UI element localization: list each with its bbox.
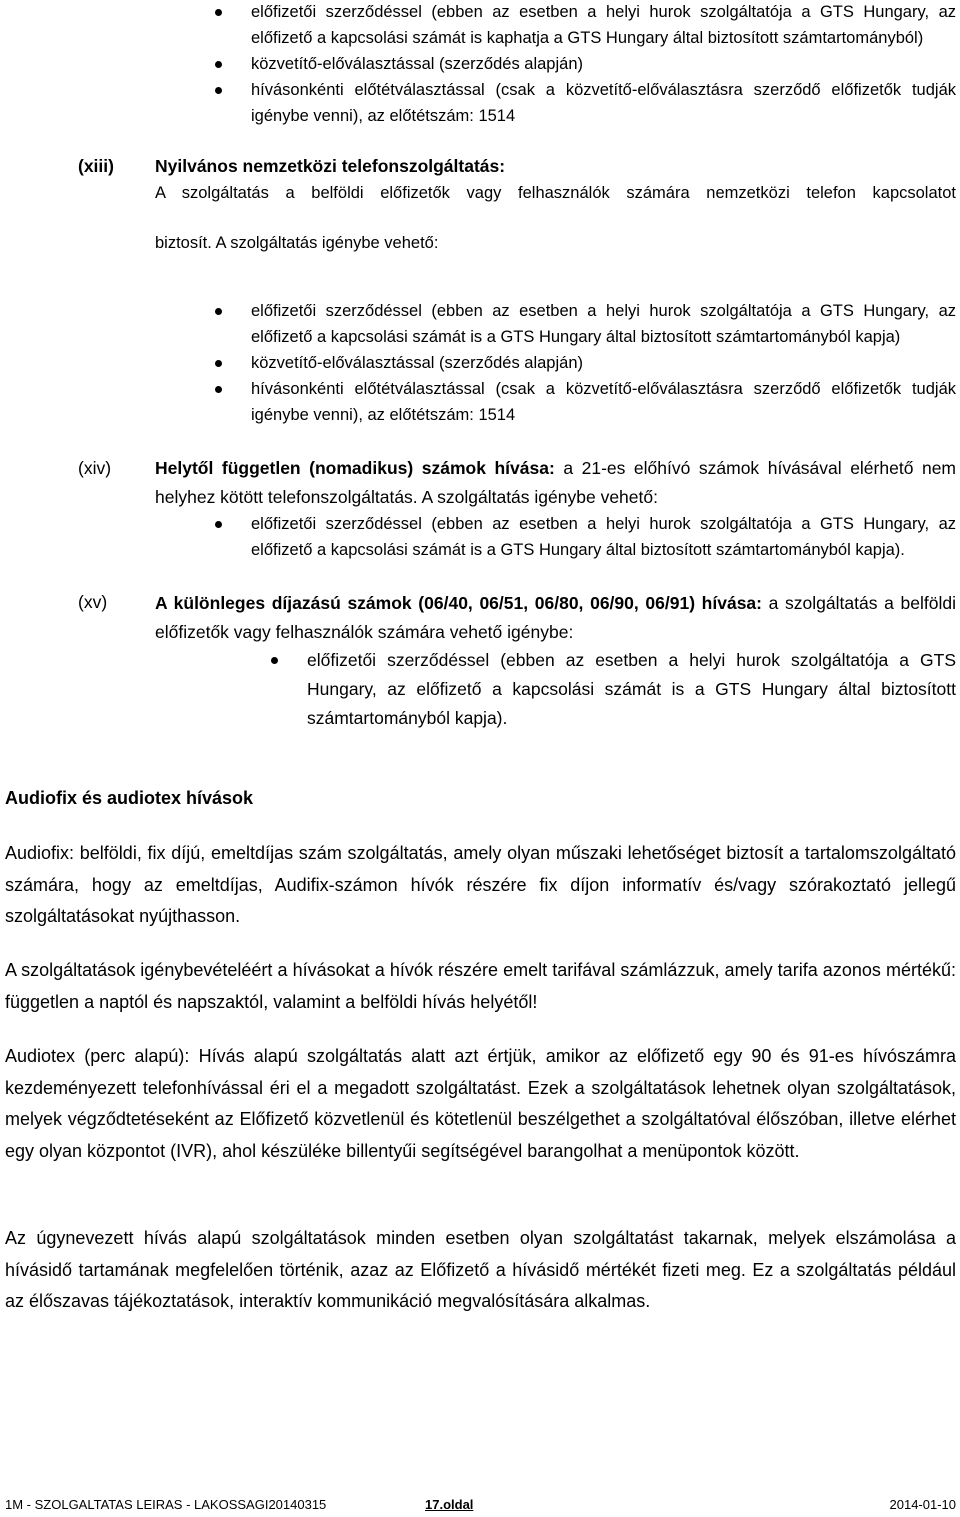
section-text-xiii-line2: biztosít. A szolgáltatás igénybe vehető:	[155, 234, 439, 252]
footer-page-number: 17.oldal	[425, 1497, 474, 1512]
paragraph-call-based: Az úgynevezett hívás alapú szolgáltatások minden esetben olyan szolgáltatást takarnak, melyek elszámolása a hívásidő tartamának megfelelően történik, azaz az Előfizető a hívásidő mértékét fizeti meg. Ez a szolgáltatás például az élőszavas tájékoztatások, interaktív kommunikáció megvalósítására alkalmas.	[5, 1228, 956, 1311]
section-label-xiii: (xiii)	[78, 156, 114, 176]
section-title-xiii: Nyilvános nemzetközi telefonszolgáltatás:	[155, 156, 506, 176]
footer-document-id: 1M - SZOLGALTATAS LEIRAS - LAKOSSAGI20140315	[5, 1497, 327, 1512]
footer-date: 2014-01-10	[889, 1497, 956, 1512]
section-text-xv: A különleges díjazású számok (06/40, 06/51, 06/80, 06/90, 06/91) hívása: a szolgáltatás a belföldi előfizetők vagy felhasználók számára vehető igénybe:	[155, 593, 956, 642]
list-item: hívásonkénti előtétválasztással (csak a közvetítő-előválasztásra szerződő előfizetők tudják igénybe venni), az előtétszám: 1514	[251, 376, 956, 428]
top-bullet-list	[251, 0, 956, 129]
section-text-xiv: Helytől független (nomadikus) számok hívása: a 21-es előhívó számok hívásával elérhető nem helyhez kötött telefonszolgáltatás. A szolgáltatás igénybe vehető:	[155, 458, 957, 507]
paragraph-tariff: A szolgáltatások igénybevételéért a hívásokat a hívók részére emelt tarifával számlázzuk, amely tarifa azonos mértékű: független a naptól és napszaktól, valamint a belföldi hívás helyétől!	[5, 960, 956, 1012]
list-item: előfizetői szerződéssel (ebben az esetben a helyi hurok szolgáltatója a GTS Hungary, az előfizető a kapcsolási számát is a GTS Hungary által biztosított számtartományból kapja).	[307, 646, 956, 733]
xiv-bullet-list	[251, 511, 956, 563]
paragraph-audiofix: Audiofix: belföldi, fix díjú, emeltdíjas szám szolgáltatás, amely olyan műszaki lehetőséget biztosít a tartalomszolgáltató számára, hogy az emeltdíjas, Audifix-számon hívók részére fix díjon informatív és/vagy szórakoztató jellegű szolgáltatásokat nyújthasson.	[5, 843, 956, 926]
xv-bullet-list	[307, 646, 956, 733]
list-item: közvetítő-előválasztással (szerződés alapján)	[251, 350, 956, 376]
list-item: előfizetői szerződéssel (ebben az esetben a helyi hurok szolgáltatója a GTS Hungary, az előfizető a kapcsolási számát is a GTS Hungary által biztosított számtartományból kapja).	[251, 511, 956, 563]
list-item: előfizetői szerződéssel (ebben az esetben a helyi hurok szolgáltatója a GTS Hungary, az előfizető a kapcsolási számát is a GTS Hungary által biztosított számtartományból kapja)	[251, 298, 956, 350]
section-label-xiv: (xiv)	[78, 458, 112, 478]
section-heading-audio: Audiofix és audiotex hívások	[5, 788, 254, 808]
section-label-xv: (xv)	[78, 592, 108, 612]
section-title-xv: A különleges díjazású számok (06/40, 06/51, 06/80, 06/90, 06/91) hívása:	[155, 593, 762, 613]
xiii-bullet-list	[251, 298, 956, 428]
section-text-xiii-line1: A szolgáltatás a belföldi előfizetők vagy felhasználók számára nemzetközi telefon kapcsolatot	[155, 184, 956, 202]
section-title-xiv: Helytől független (nomadikus) számok hívása:	[155, 458, 555, 478]
list-item: közvetítő-előválasztással (szerződés alapján)	[251, 51, 956, 77]
list-item: előfizetői szerződéssel (ebben az esetben a helyi hurok szolgáltatója a GTS Hungary, az előfizető a kapcsolási számát is kaphatja a GTS Hungary által biztosított számtartományból)	[251, 0, 956, 51]
paragraph-audiotex: Audiotex (perc alapú): Hívás alapú szolgáltatás alatt azt értjük, amikor az előfizető egy 90 és 91-es hívószámra kezdeményezett telefonhívással éri el a megadott szolgáltatást. Ezek a szolgáltatások lehetnek olyan szolgáltatások, melyek végződtetéseként az Előfizető közvetlenül és kötetlenül beszélgethet a szolgáltatóval élőszóban, illetve elérhet egy olyan központot (IVR), ahol készüléke billentyűi segítségével barangolhat a menüpontok között.	[5, 1046, 956, 1161]
list-item: hívásonkénti előtétválasztással (csak a közvetítő-előválasztásra szerződő előfizetők tudják igénybe venni), az előtétszám: 1514	[251, 77, 956, 129]
